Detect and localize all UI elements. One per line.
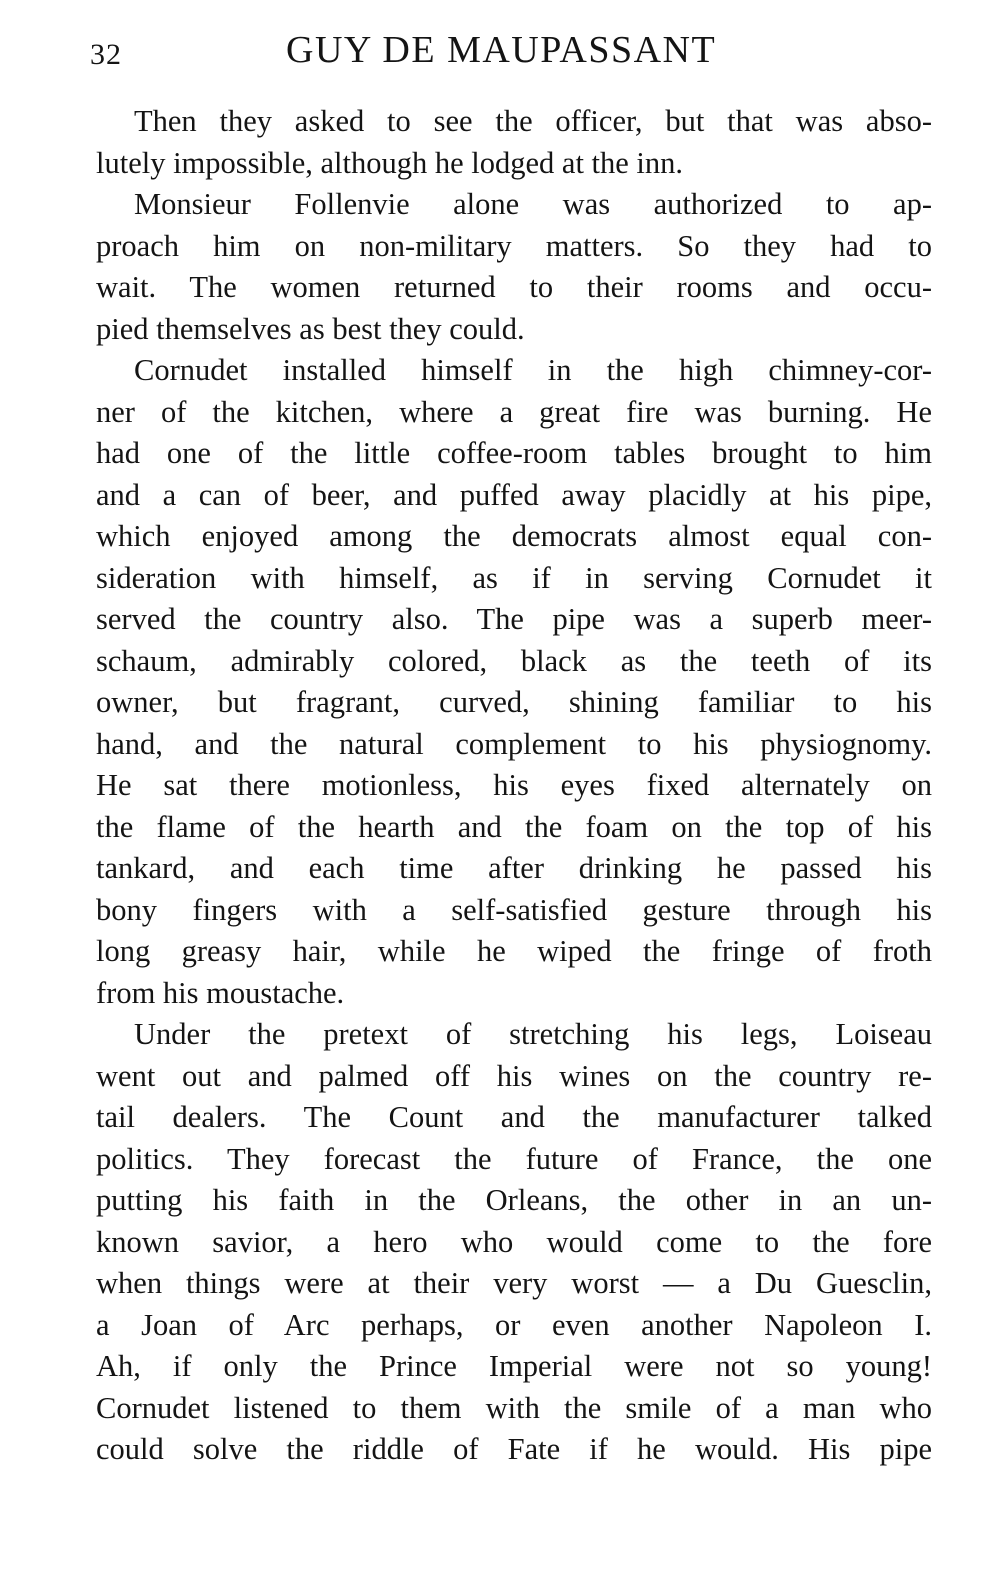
text-line: long greasy hair, while he wiped the fringe of froth [96, 934, 932, 968]
text-line: hand, and the natural complement to his physiognomy. [96, 726, 932, 761]
text-line: pied themselves as best they could. [96, 311, 525, 346]
text-line: when things were at their very worst — a Du Guesclin, [96, 1266, 932, 1300]
page-number: 32 [90, 38, 122, 71]
paragraph [96, 184, 932, 350]
text-line: Monsieur Follenvie alone was authorized to ap- [134, 187, 932, 221]
running-head [90, 28, 930, 76]
text-line: Cornudet installed himself in the high chimney-cor- [134, 353, 932, 387]
text-line: politics. They forecast the future of France, the one [96, 1141, 932, 1176]
text-line: tail dealers. The Count and the manufacturer talked [96, 1100, 932, 1134]
text-line: served the country also. The pipe was a superb meer- [96, 602, 932, 636]
paragraph [96, 101, 932, 184]
text-line: had one of the little coffee-room tables brought to him [96, 436, 932, 470]
text-line: the flame of the hearth and the foam on the top of his [96, 809, 932, 844]
text-line: Then they asked to see the officer, but that was abso- [134, 104, 932, 138]
text-line: owner, but fragrant, curved, shining familiar to his [96, 685, 932, 719]
text-line: putting his faith in the Orleans, the other in an un- [96, 1183, 932, 1217]
text-line: ner of the kitchen, where a great fire was burning. He [96, 394, 932, 429]
paragraph [96, 1014, 932, 1471]
text-line: proach him on non-military matters. So they had to [96, 228, 932, 263]
text-line: tankard, and each time after drinking he passed his [96, 851, 932, 885]
text-line: Cornudet listened to them with the smile of a man who [96, 1390, 932, 1425]
text-line: wait. The women returned to their rooms and occu- [96, 270, 932, 304]
text-line: a Joan of Arc perhaps, or even another Napoleon I. [96, 1307, 932, 1342]
text-line: bony fingers with a self-satisfied gesture through his [96, 892, 932, 927]
text-line: which enjoyed among the democrats almost equal con- [96, 519, 932, 553]
body-text [96, 101, 932, 1471]
text-line: and a can of beer, and puffed away placidly at his pipe, [96, 477, 932, 512]
text-line: Ah, if only the Prince Imperial were not so young! [96, 1349, 932, 1383]
text-line: sideration with himself, as if in serving Cornudet it [96, 560, 932, 595]
text-line: He sat there motionless, his eyes fixed alternately on [96, 768, 932, 802]
paragraph [96, 350, 932, 1014]
text-line: lutely impossible, although he lodged at the inn. [96, 145, 684, 180]
text-line: could solve the riddle of Fate if he would. His pipe [96, 1432, 932, 1466]
text-line: schaum, admirably colored, black as the teeth of its [96, 643, 932, 678]
text-line: Under the pretext of stretching his legs, Loiseau [134, 1017, 932, 1051]
text-line: known savior, a hero who would come to the fore [96, 1224, 932, 1259]
text-line: went out and palmed off his wines on the country re- [96, 1058, 932, 1093]
book-title: GUY DE MAUPASSANT [286, 29, 717, 71]
text-line: from his moustache. [96, 975, 345, 1010]
